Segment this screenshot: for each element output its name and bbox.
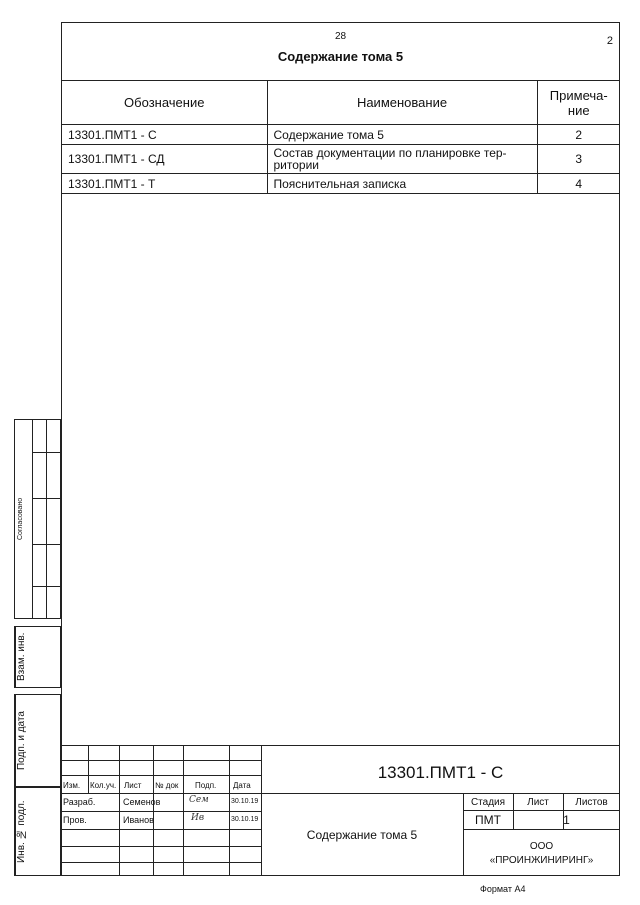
- top-page-number: 28: [334, 31, 347, 42]
- col-date: Дата: [233, 781, 251, 790]
- role-developer: Разраб.: [63, 797, 96, 807]
- agreed-stamp: [14, 419, 61, 619]
- row-note: 4: [537, 174, 620, 194]
- date-checker: 30.10.19: [231, 816, 259, 823]
- tb-line: [61, 846, 261, 847]
- name-developer: Семенов: [123, 797, 161, 807]
- stamp-divider: [32, 544, 60, 545]
- tb-line: [463, 829, 620, 830]
- company-line-2: «ПРОИНЖИНИРИНГ»: [489, 855, 594, 866]
- signature-developer: Сем: [189, 795, 209, 805]
- inv-replace-stamp: [14, 626, 61, 688]
- col-change: Изм.: [63, 781, 81, 790]
- stage-value: ПМТ: [475, 813, 501, 827]
- col-sheet: Лист: [124, 781, 142, 790]
- tb-line: [183, 745, 184, 876]
- row-name: Содержание тома 5: [267, 125, 537, 145]
- name-checker: Иванов: [123, 815, 154, 825]
- sheet-value: 1: [563, 813, 570, 827]
- inv-original-label: Инв. № подл.: [15, 788, 32, 875]
- sheet-label: Лист: [527, 797, 549, 808]
- title-block: [61, 745, 620, 876]
- page-title: Содержание тома 5: [277, 49, 404, 64]
- sign-date-stamp: [14, 694, 61, 787]
- sheets-label: Листов: [575, 797, 608, 808]
- contents-header-row: [62, 81, 620, 125]
- stage-label: Стадия: [470, 797, 506, 808]
- row-name: Состав документации по планировке тер- ритории: [267, 145, 537, 174]
- tb-line: [153, 745, 154, 876]
- col-sign: Подп.: [195, 781, 217, 790]
- tb-line: [61, 775, 261, 776]
- stamp-divider: [32, 452, 60, 453]
- col-doc-no: № док: [155, 781, 179, 790]
- row-code: 13301.ПМТ1 - Т: [62, 174, 267, 194]
- stamp-divider: [32, 498, 60, 499]
- signature-checker: Ив: [191, 813, 205, 823]
- tb-line: [119, 745, 120, 876]
- header-note: Примеча- ние: [537, 81, 620, 125]
- stamp-divider: [32, 586, 60, 587]
- tb-line: [61, 862, 261, 863]
- tb-line: [61, 793, 620, 794]
- sheet-number: 2: [606, 35, 613, 47]
- row-name: Пояснительная записка: [267, 174, 537, 194]
- contents-table: [62, 80, 620, 194]
- inv-replace-label: Взам. инв.: [15, 627, 32, 687]
- agreed-label: Согласовано: [17, 497, 24, 541]
- company-line-1: ООО: [529, 841, 554, 852]
- date-developer: 30.10.19: [231, 798, 259, 805]
- row-note: 2: [537, 125, 620, 145]
- row-code: 13301.ПМТ1 - СД: [62, 145, 267, 174]
- tb-line: [61, 745, 620, 746]
- row-code: 13301.ПМТ1 - С: [62, 125, 267, 145]
- tb-line: [229, 745, 230, 876]
- format-label: Формат А4: [480, 884, 526, 894]
- sign-date-label: Подп. и дата: [15, 695, 32, 786]
- stamp-divider: [46, 420, 47, 618]
- tb-line: [61, 829, 261, 830]
- stamp-divider: [32, 420, 33, 618]
- tb-line: [61, 811, 261, 812]
- table-row: [62, 174, 620, 194]
- inv-original-stamp: [14, 787, 61, 876]
- header-code: Обозначение: [62, 81, 267, 125]
- tb-line: [61, 760, 261, 761]
- doc-code: 13301.ПМТ1 - С: [377, 763, 504, 782]
- tb-line: [463, 810, 620, 811]
- table-row: [62, 145, 620, 174]
- doc-name: Содержание тома 5: [306, 828, 418, 842]
- role-checker: Пров.: [63, 815, 87, 825]
- col-qty: Кол.уч.: [90, 781, 117, 790]
- tb-line: [88, 745, 89, 793]
- header-name: Наименование: [267, 81, 537, 125]
- row-note: 3: [537, 145, 620, 174]
- table-row: [62, 125, 620, 145]
